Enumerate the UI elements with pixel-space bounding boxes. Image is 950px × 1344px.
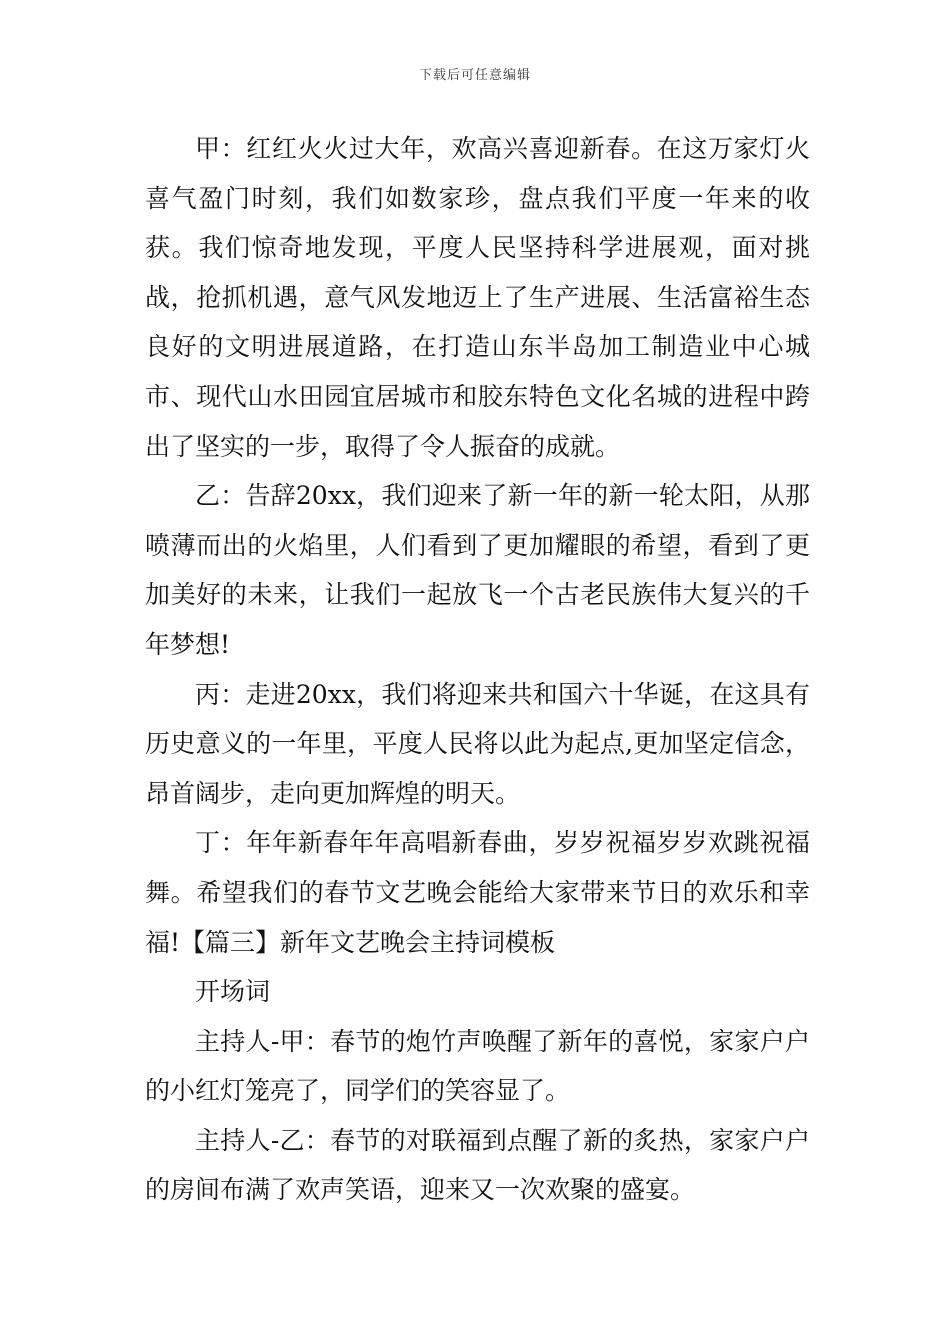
paragraph-jia: 甲：红红火火过大年，欢高兴喜迎新春。在这万家灯火喜气盈门时刻，我们如数家珍，盘点我们平度一年来的收获。我们惊奇地发现，平度人民坚持科学进展观，面对挑战，抢抓机遇，意气风发地迈上了生产进展、生活富裕生态良好的文明进展道路，在打造山东半岛加工制造业中心城市、现代山水田园宜居城市和胶东特色文化名城的进程中跨出了坚实的一步，取得了令人振奋的成就。 xyxy=(145,134,810,461)
section-heading-opening: 开场词 xyxy=(195,977,271,1007)
paragraph-host-yi: 主持人-乙：春节的对联福到点醒了新的炙热，家家户户的房间布满了欢声笑语，迎来又一次欢聚的盛宴。 xyxy=(145,1125,810,1205)
paragraph-bing: 丙：走进20xx，我们将迎来共和国六十华诞，在这具有历史意义的一年里，平度人民将以此为起点,更加坚定信念，昂首阔步，走向更加辉煌的明天。 xyxy=(145,679,810,808)
paragraph-yi: 乙：告辞20xx，我们迎来了新一年的新一轮太阳，从那喷薄而出的火焰里，人们看到了更加耀眼的希望，看到了更加美好的未来，让我们一起放飞一个古老民族伟大复兴的千年梦想! xyxy=(145,481,810,659)
document-body xyxy=(145,124,810,1215)
download-note: 下载后可任意编辑 xyxy=(418,68,531,83)
paragraph-ding: 丁：年年新春年年高唱新春曲，岁岁祝福岁岁欢跳祝福舞。希望我们的春节文艺晚会能给大家带来节日的欢乐和幸福!【篇三】新年文艺晚会主持词模板 xyxy=(145,828,810,957)
paragraph-host-jia: 主持人-甲：春节的炮竹声唤醒了新年的喜悦，家家户户的小红灯笼亮了，同学们的笑容显了。 xyxy=(145,1026,810,1106)
